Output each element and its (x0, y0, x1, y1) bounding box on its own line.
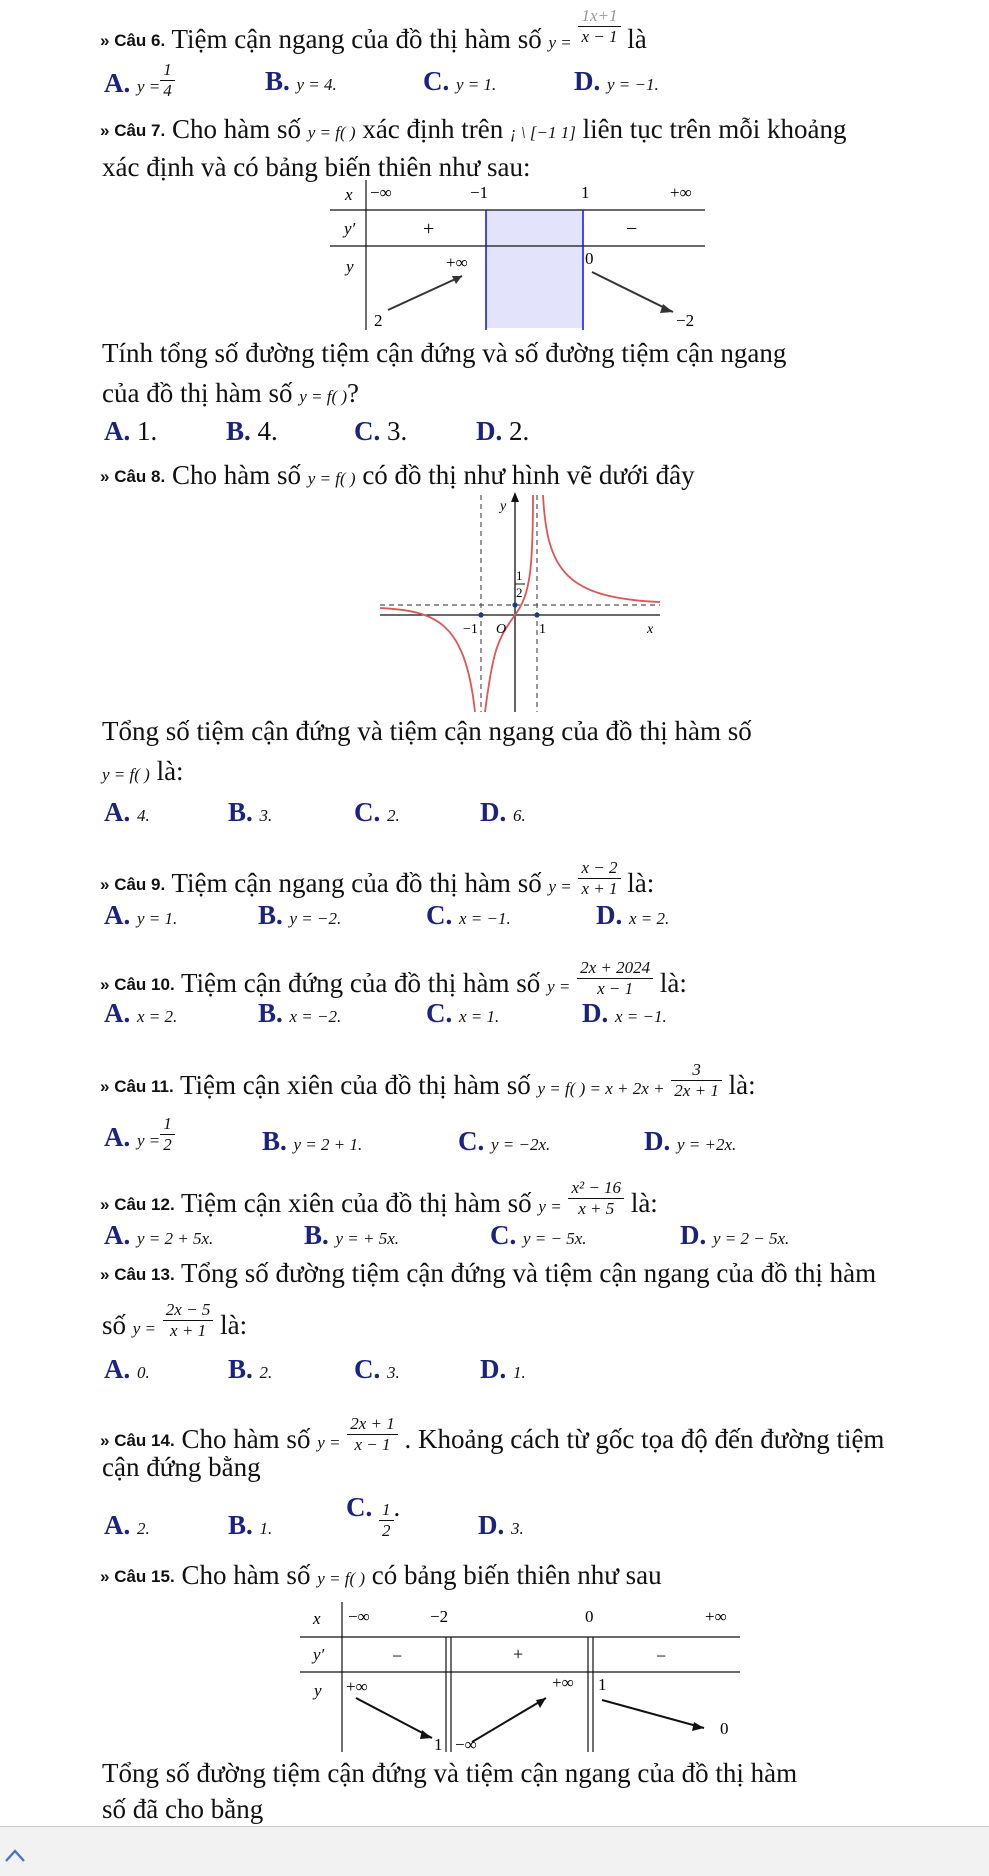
svg-text:+∞: +∞ (705, 1607, 727, 1626)
q10-stem: » Câu 10. Tiệm cận đứng của đồ thị hàm số y = $\frac{2x + 2024}{x - 1}$ là: (100, 958, 687, 998)
q12-option-a[interactable]: A. y = 2 + 5x. (104, 1220, 214, 1250)
q15-arrow-2 (472, 1698, 546, 1742)
svg-text:−∞: −∞ (370, 183, 392, 202)
svg-text:−1: −1 (463, 622, 478, 637)
q11-fraction: $\frac{3}{2x + 1}$ (671, 1060, 722, 1101)
q6-label: » Câu 6. (100, 31, 166, 50)
q6-option-a[interactable]: A. y = $\frac{1}{4}$ (104, 60, 175, 101)
q13-option-b[interactable]: B. 2. (228, 1354, 273, 1384)
q8-option-b[interactable]: B. 3. (228, 797, 273, 827)
q7-line4: của đồ thị hàm số y = f( )? (102, 378, 360, 408)
svg-text:−2: −2 (676, 311, 695, 330)
q8-stem: » Câu 8. Cho hàm số y = f( ) có đồ thị như hình vẽ dưới đây (100, 460, 695, 490)
q13-option-c[interactable]: C. 3. (354, 1354, 400, 1384)
bottom-toolbar (0, 1826, 989, 1876)
scroll-up-icon[interactable] (4, 1845, 26, 1865)
svg-text:+∞: +∞ (552, 1673, 574, 1692)
q15-table-y-label: y (314, 1681, 322, 1700)
q7-table-yp-label: y′ (344, 219, 356, 238)
q7-arrow-down-head (660, 304, 673, 313)
q12-stem: » Câu 12. Tiệm cận xiên của đồ thị hàm số y = $\frac{\text{x² − 16}}{x + 5}$ là: (100, 1178, 658, 1218)
q7-option-b[interactable]: B. 4. (226, 416, 278, 446)
svg-text:0: 0 (585, 1607, 594, 1626)
q15-variation-table (300, 1602, 745, 1752)
q12-fraction: $\frac{\text{x² − 16}}{x + 5}$ (568, 1178, 624, 1219)
q6-option-b[interactable]: B. y = 4. (265, 66, 337, 96)
q15-line3: số đã cho bằng (102, 1794, 264, 1824)
svg-text:−: − (626, 218, 638, 240)
q9-option-a[interactable]: A. y = 1. (104, 900, 178, 930)
q7-line2: xác định và có bảng biến thiên như sau: (102, 152, 531, 182)
svg-text:+∞: +∞ (346, 1677, 368, 1696)
q15-arrow-3 (602, 1700, 704, 1728)
q13-stem: » Câu 13. Tổng số đường tiệm cận đứng và tiệm cận ngang của đồ thị hàm (100, 1258, 877, 1288)
svg-text:−2: −2 (430, 1607, 449, 1626)
q7-option-a[interactable]: A. 1. (104, 416, 158, 446)
q7-option-d[interactable]: D. 2. (476, 416, 530, 446)
q9-fraction: $\frac{x - 2}{x + 1}$ (578, 858, 620, 899)
svg-text:1: 1 (581, 183, 590, 202)
q8-option-a[interactable]: A. 4. (104, 797, 150, 827)
svg-text:−∞: −∞ (455, 1735, 477, 1752)
svg-text:O: O (496, 622, 507, 637)
q14-option-b[interactable]: B. 1. (228, 1510, 273, 1540)
q7-stem: » Câu 7. Cho hàm số y = f( ) xác định trên ¡ \ [−1 1] liên tục trên mỗi khoảng (100, 114, 847, 144)
svg-text:−: − (392, 1646, 403, 1666)
q11-stem: » Câu 11. Tiệm cận xiên của đồ thị hàm số y = f( ) = x + 2x + $\frac{3}{2x + 1}$ là: (100, 1060, 756, 1100)
svg-text:0: 0 (720, 1719, 729, 1738)
q14-option-c[interactable]: C. $\frac{1}{2}$ . (346, 1492, 401, 1540)
svg-text:+∞: +∞ (670, 183, 692, 202)
q13-option-d[interactable]: D. 1. (480, 1354, 526, 1384)
q11-option-c[interactable]: C. y = −2x. (458, 1126, 551, 1156)
q8-curve-left (380, 608, 475, 712)
svg-text:1: 1 (598, 1675, 607, 1694)
q14-stem: » Câu 14. Cho hàm số y = $\frac{2x + 1}{x - 1}$ . Khoảng cách từ gốc tọa độ đến đường tiệm (100, 1414, 885, 1454)
q8-curve-middle (485, 495, 533, 712)
svg-text:−: − (656, 1646, 667, 1666)
q7-table-y-label: y (346, 257, 354, 276)
q8-option-c[interactable]: C. 2. (354, 797, 400, 827)
q11-option-d[interactable]: D. y = +2x. (644, 1126, 737, 1156)
svg-text:1: 1 (516, 568, 523, 583)
q8-line2: Tổng số tiệm cận đứng và tiệm cận ngang của đồ thị hàm số (102, 716, 752, 746)
q6-fraction: $\frac{1x+1}{x - 1}$ (578, 6, 620, 47)
svg-text:−∞: −∞ (348, 1607, 370, 1626)
q13-option-a[interactable]: A. 0. (104, 1354, 150, 1384)
q7-option-c[interactable]: C. 3. (354, 416, 408, 446)
svg-text:0: 0 (585, 249, 594, 268)
q7-arrow-up (388, 276, 462, 310)
q15-line2: Tổng số đường tiệm cận đứng và tiệm cận ngang của đồ thị hàm (102, 1758, 798, 1788)
q11-option-a[interactable]: A. y = $\frac{1}{2}$ (104, 1114, 175, 1155)
q6-option-c[interactable]: C. y = 1. (423, 66, 497, 96)
svg-text:+∞: +∞ (446, 253, 468, 272)
q9-option-d[interactable]: D. x = 2. (596, 900, 670, 930)
q15-table-yp-label: y′ (313, 1645, 325, 1664)
q9-stem: » Câu 9. Tiệm cận ngang của đồ thị hàm số y = $\frac{x - 2}{x + 1}$ là: (100, 858, 655, 898)
q10-option-d[interactable]: D. x = −1. (582, 998, 667, 1028)
q7-arrow-down (592, 272, 673, 312)
q10-option-a[interactable]: A. x = 2. (104, 998, 178, 1028)
q14-option-d[interactable]: D. 3. (478, 1510, 524, 1540)
q15-arrow-1 (356, 1698, 432, 1738)
q12-option-d[interactable]: D. y = 2 − 5x. (680, 1220, 790, 1250)
svg-text:1: 1 (539, 622, 546, 637)
q6-option-d[interactable]: D. y = −1. (574, 66, 659, 96)
svg-text:+: + (513, 1644, 524, 1664)
svg-text:2: 2 (516, 585, 523, 600)
svg-text:1: 1 (434, 1735, 443, 1752)
q8-graph (375, 490, 665, 715)
q7-line3: Tính tổng số đường tiệm cận đứng và số đường tiệm cận ngang (102, 338, 787, 368)
q14-fraction: $\frac{2x + 1}{x - 1}$ (347, 1414, 398, 1455)
q12-option-c[interactable]: C. y = − 5x. (490, 1220, 587, 1250)
svg-text:y: y (500, 499, 507, 514)
q8-line3: y = f( ) là: (102, 756, 184, 786)
q14-option-a[interactable]: A. 2. (104, 1510, 150, 1540)
q8-curve-right (543, 495, 660, 602)
q10-fraction: $\frac{2x + 2024}{x - 1}$ (577, 958, 653, 999)
q13-fraction: $\frac{2x - 5}{x + 1}$ (163, 1300, 214, 1341)
q12-option-b[interactable]: B. y = + 5x. (304, 1220, 400, 1250)
q8-option-d[interactable]: D. 6. (480, 797, 526, 827)
q9-option-c[interactable]: C. x = −1. (426, 900, 511, 930)
q10-option-b[interactable]: B. x = −2. (258, 998, 342, 1028)
svg-text:x: x (647, 622, 654, 637)
q10-option-c[interactable]: C. x = 1. (426, 998, 500, 1028)
q11-option-b[interactable]: B. y = 2 + 1. (262, 1126, 363, 1156)
q14-line2: cận đứng bằng (102, 1452, 261, 1482)
q15-table-x-label: x (313, 1609, 321, 1628)
q13-line2: số y = $\frac{2x - 5}{x + 1}$ là: (102, 1300, 248, 1340)
q7-variation-table (330, 180, 705, 330)
q15-stem: » Câu 15. Cho hàm số y = f( ) có bảng biến thiên như sau (100, 1560, 662, 1590)
svg-text:−1: −1 (470, 183, 489, 202)
q7-table-x-label: x (345, 185, 353, 204)
svg-text:2: 2 (374, 311, 383, 330)
q6-stem: » Câu 6. Tiệm cận ngang của đồ thị hàm số y = $\frac{1x+1}{x - 1}$ là (100, 6, 647, 54)
q9-option-b[interactable]: B. y = −2. (258, 900, 342, 930)
svg-text:+: + (423, 218, 435, 240)
